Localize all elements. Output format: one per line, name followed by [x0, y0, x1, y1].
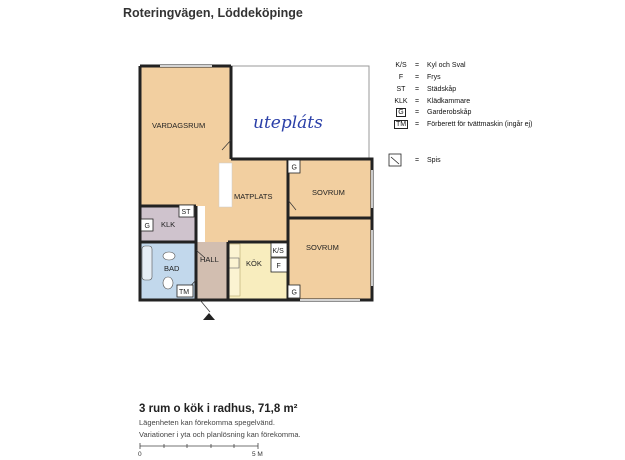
sovrum2-floor — [288, 218, 372, 300]
room-label-bad: BAD — [164, 264, 180, 273]
room-label-sovrum2: SOVRUM — [306, 243, 339, 252]
legend-text: Kyl och Sval — [427, 62, 466, 69]
note-variations: Variationer i yta och planlösning kan förekomma. — [139, 430, 301, 439]
legend-text: Klädkammare — [427, 98, 471, 105]
legend-code-box: TM — [395, 121, 407, 128]
room-label-vardagsrum: VARDAGSRUM — [152, 121, 206, 130]
legend-code-box: G — [398, 109, 404, 116]
badge-g3: G — [291, 289, 297, 297]
legend-text: Förberett för tvättmaskin (ingår ej) — [427, 121, 533, 128]
kitchen-counter — [228, 244, 240, 296]
washbasin — [163, 252, 175, 260]
room-label-matplats: MATPLATS — [234, 192, 273, 201]
toilet — [163, 277, 173, 289]
legend-text: Städskåp — [427, 86, 457, 93]
badge-g1: G — [144, 223, 150, 230]
legend-eq: = — [415, 157, 420, 164]
legend-code: KLK — [394, 98, 408, 105]
scale-end-label: 5 M — [252, 451, 263, 458]
room-label-hall: HALL — [200, 255, 219, 264]
badge-f: F — [276, 263, 281, 270]
legend-code: F — [398, 74, 404, 81]
legend-text: Spis — [427, 157, 441, 164]
page-title: Roteringvägen, Löddeköpinge — [123, 6, 303, 20]
badge-g2: G — [291, 164, 297, 172]
legend-code: K/S — [395, 62, 407, 69]
legend-eq: = — [415, 86, 420, 93]
legend-eq: = — [415, 109, 420, 116]
scale-start-label: 0 — [138, 451, 142, 458]
hall-floor — [196, 242, 228, 300]
patio-handwritten-note: utepláts — [253, 113, 323, 133]
legend-eq: = — [415, 121, 420, 128]
badge-st: ST — [181, 209, 191, 216]
legend-eq: = — [415, 74, 420, 81]
dining-bench — [219, 163, 232, 207]
room-label-klk: KLK — [161, 220, 176, 229]
badge-ks: K/S — [272, 248, 284, 255]
apartment-summary: 3 rum o kök i radhus, 71,8 m² — [139, 403, 298, 415]
legend-code: ST — [396, 86, 406, 93]
legend-eq: = — [415, 62, 420, 69]
legend-eq: = — [415, 98, 420, 105]
legend-text: Frys — [427, 74, 441, 81]
bathtub — [142, 246, 152, 280]
badge-tm: TM — [179, 289, 190, 296]
scale-bar — [140, 443, 258, 449]
entrance-arrow — [203, 313, 215, 320]
room-label-kok: KÖK — [246, 259, 262, 268]
note-mirrored: Lägenheten kan förekomma spegelvänd. — [139, 418, 275, 427]
legend-code — [389, 109, 413, 116]
legend-text: Garderobskåp — [427, 109, 472, 116]
legend-code — [389, 121, 413, 128]
room-label-sovrum1: SOVRUM — [312, 188, 345, 197]
